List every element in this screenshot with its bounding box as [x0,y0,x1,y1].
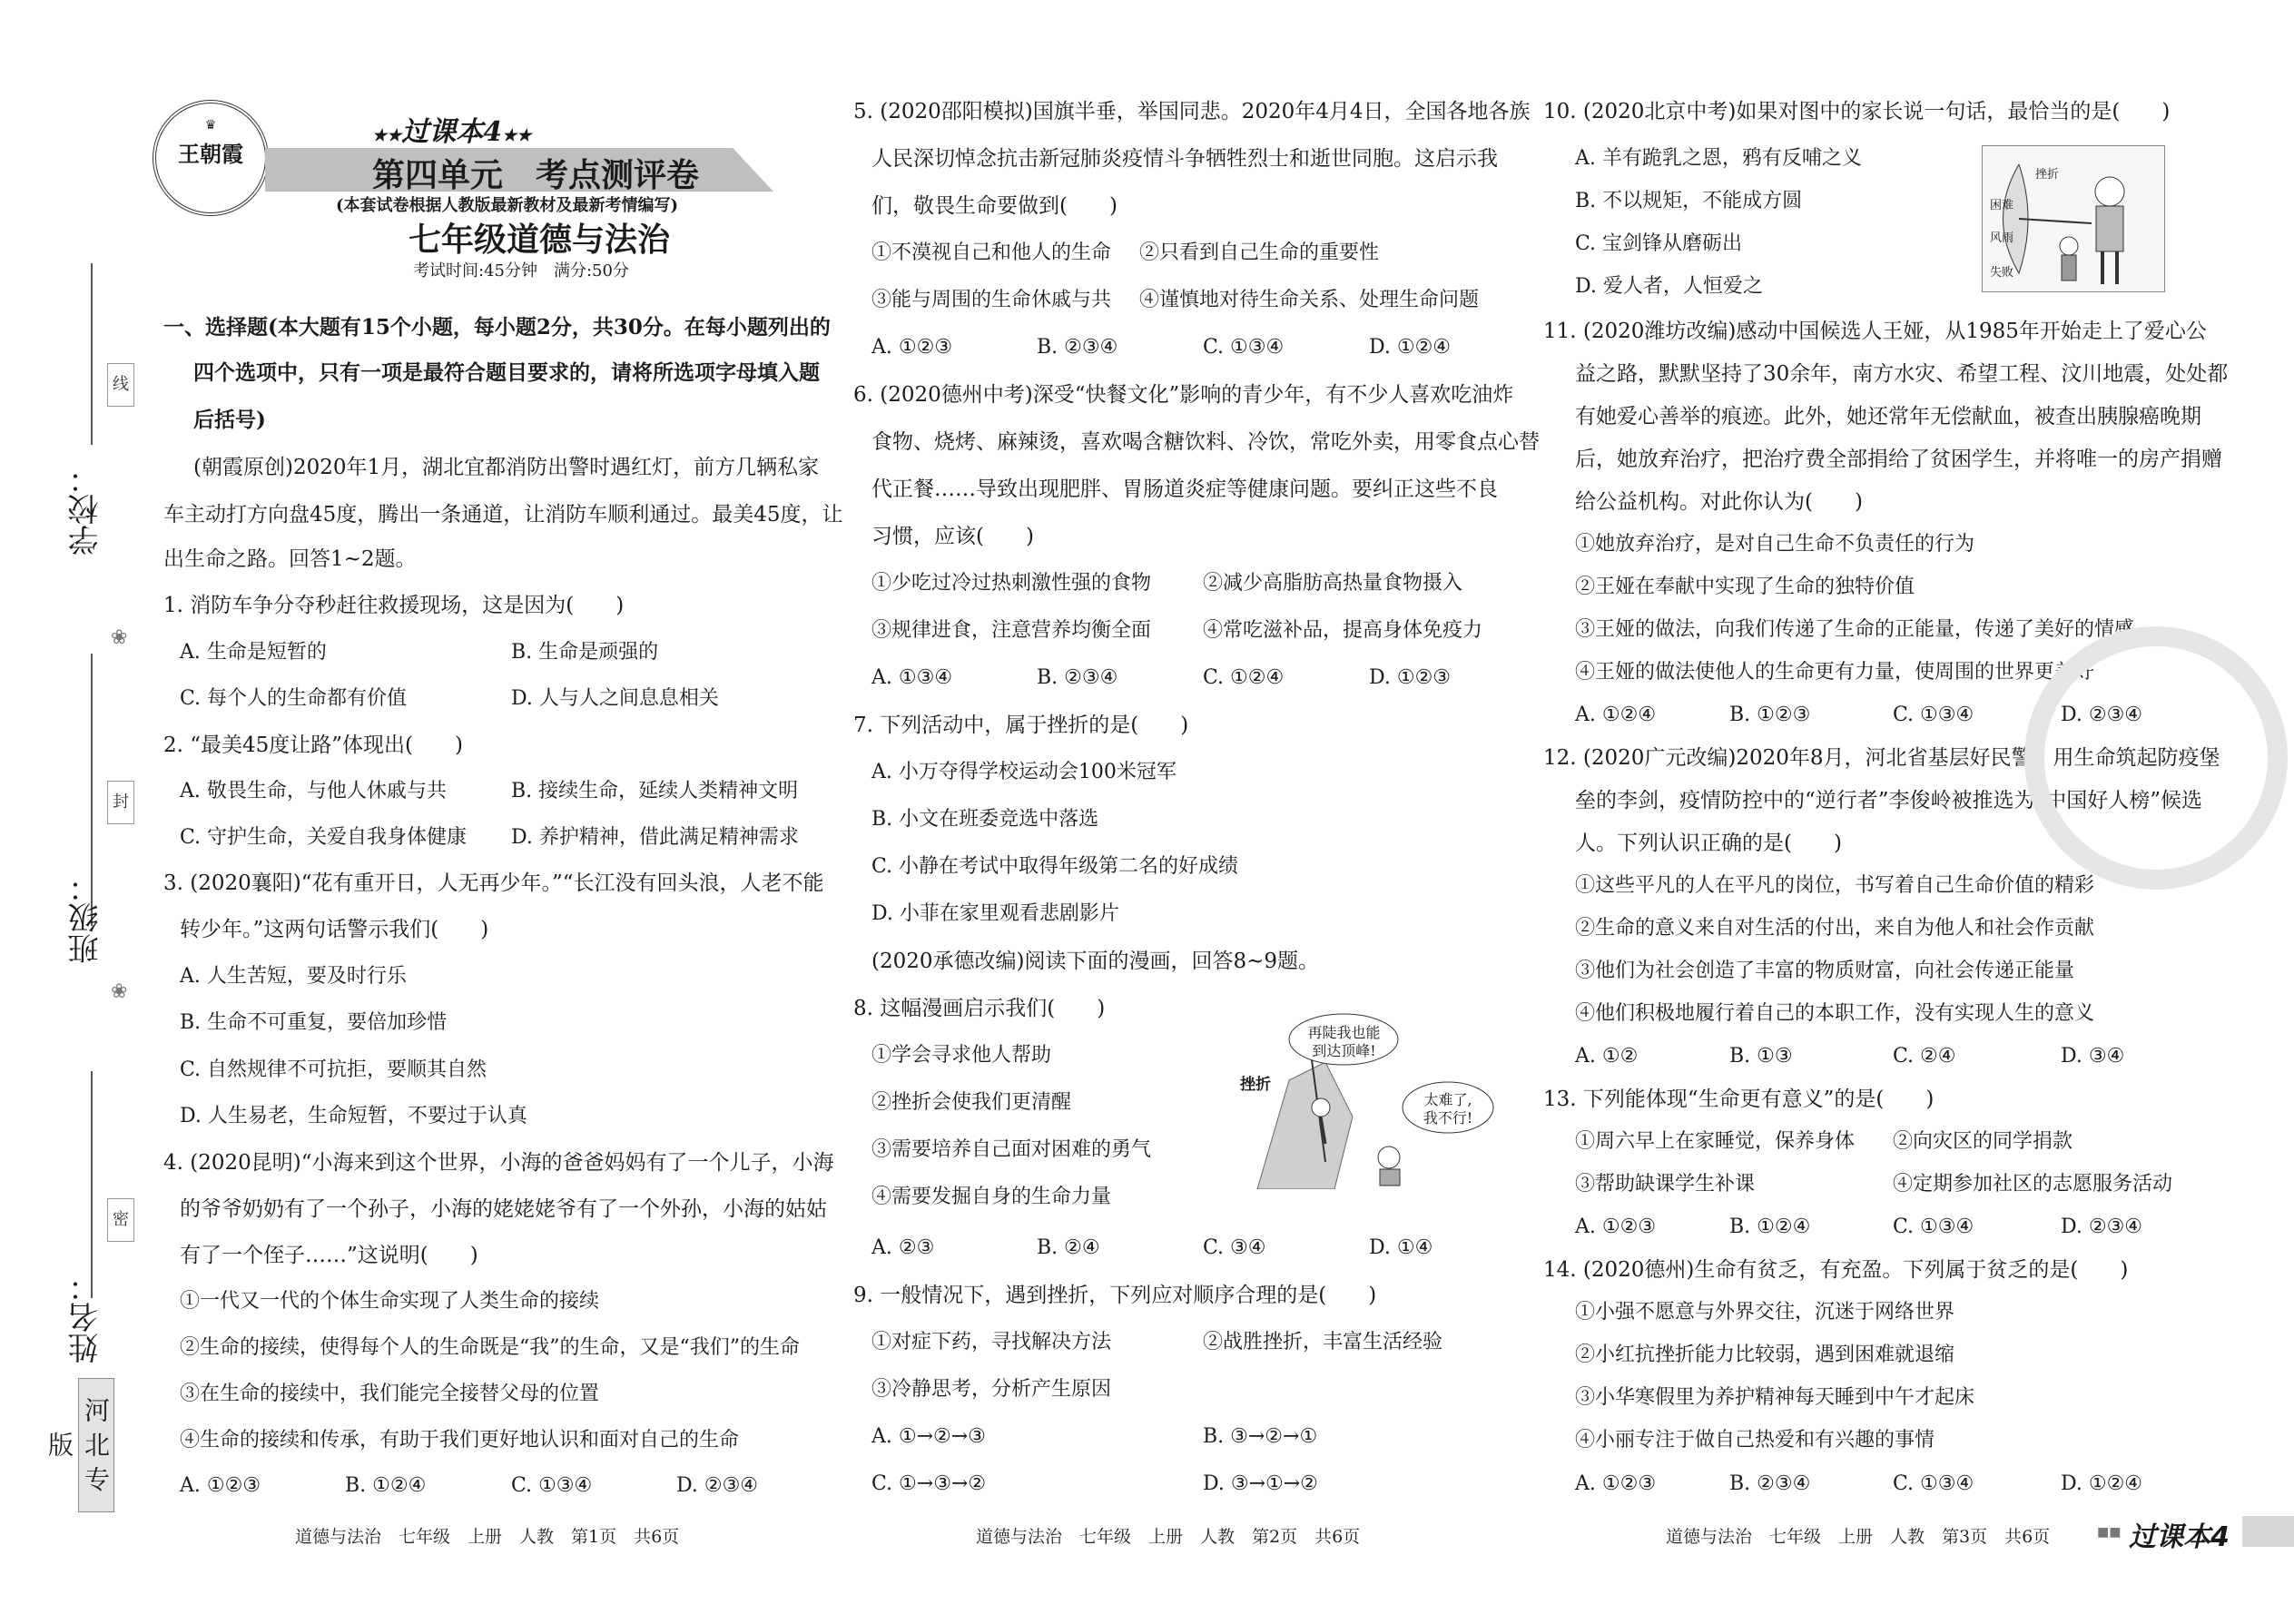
option-2c[interactable]: C. 守护生命，关爱自我身体健康 [180,826,468,849]
umbrella-label: 风雨 [1990,231,2014,245]
question-8: 8. 这幅漫画启示我们( ) [853,997,1106,1020]
question-4: 4. (2020昆明)“小海来到这个世界，小海的爸爸妈妈有了一个儿子，小海 [163,1151,834,1175]
option-8b[interactable]: B. ②④ [1037,1236,1100,1259]
umbrella-image [1982,145,2165,292]
umbrella-label: 挫折 [2035,168,2060,182]
intro-text: (2020承德改编)阅读下面的漫画，回答8~9题。 [871,950,1320,973]
statement: ④需要发掘自身的生命力量 [871,1186,1112,1208]
seal-line-mark: 线 [107,363,134,407]
statement: ①一代又一代的个体生命实现了人类生命的接续 [180,1290,600,1313]
question-12: 12. (2020广元改编)2020年8月，河北省基层好民警，用生命筑起防疫堡 [1543,746,2220,770]
option-13c[interactable]: C. ①③④ [1893,1216,1974,1238]
option-12a[interactable]: A. ①② [1575,1045,1639,1068]
question-6: 食物、烧烤、麻辣烫，喜欢喝含糖饮料、冷饮，常吃外卖，用零食点心替 [871,430,1540,454]
statement: ②只看到自己生命的重要性 [1139,241,1380,264]
statement: ④生命的接续和传承，有助于我们更好地认识和面对自己的生命 [180,1429,740,1452]
option-7a[interactable]: A. 小万夺得学校运动会100米冠军 [871,761,1177,783]
option-4d[interactable]: D. ②③④ [676,1474,759,1497]
statement: ④谨慎地对待生命关系、处理生命问题 [1139,289,1480,311]
subject-title: 七年级道德与法治 [409,221,671,259]
question-4: 有了一个侄子……”这说明( ) [180,1244,478,1267]
question-9: 9. 一般情况下，遇到挫折，下列应对顺序合理的是( ) [853,1284,1377,1307]
option-11d[interactable]: D. ②③④ [2061,704,2143,726]
question-4: 的爷爷奶奶有了一个孙子，小海的姥姥姥爷有了一个外孙，小海的姑姑 [180,1197,827,1221]
speech-bubble-2: 太难了, 我不行! [1423,1091,1473,1127]
province-badge: 河北专版 [78,1378,114,1512]
section-heading: 一、选择题(本大题有15个小题，每小题2分，共30分。在每小题列出的 [163,315,831,340]
option-1a[interactable]: A. 生命是短暂的 [180,641,327,664]
section-heading: 四个选项中，只有一项是最符合题目要求的，请将所选项字母填入题 [193,360,820,385]
series-badge: 过课本4 [2129,1521,2230,1553]
page-footer: 道德与法治 七年级 上册 人教 第1页 共6页 [295,1527,680,1547]
statement: ④定期参加社区的志愿服务活动 [1893,1173,2173,1196]
intro-text: 出生命之路。回答1~2题。 [163,547,417,571]
option-14d[interactable]: D. ①②④ [2061,1472,2143,1495]
option-14b[interactable]: B. ②③④ [1729,1472,1811,1495]
question-5: 5. (2020邵阳模拟)国旗半垂，举国同悲。2020年4月4日，全国各地各族 [853,100,1531,123]
statement: ③冷静思考，分析产生原因 [871,1378,1112,1401]
question-3: 转少年。”这两句话警示我们( ) [180,918,489,941]
cartoon-image [1240,1008,1498,1189]
statement: ②战胜挫折，丰富生活经验 [1203,1331,1443,1353]
option-10a[interactable]: A. 羊有跪乳之恩，鸦有反哺之义 [1575,147,1862,170]
flower-icon: ❀ [111,980,128,1003]
option-4a[interactable]: A. ①②③ [180,1474,261,1497]
binding-line [91,263,93,445]
option-14c[interactable]: C. ①③④ [1893,1472,1974,1495]
intro-text: 车主动打方向盘45度，腾出一条通道，让消防车顺利通过。最美45度，让 [163,503,843,527]
option-4c[interactable]: C. ①③④ [511,1474,593,1497]
option-12d[interactable]: D. ③④ [2061,1045,2125,1068]
statement: ④小丽专注于做自己热爱和有兴趣的事情 [1575,1429,1935,1452]
statement: ②生命的意义来自对生活的付出，来自为他人和社会作贡献 [1575,917,2095,940]
statement: ③帮助缺课学生补课 [1575,1173,1756,1196]
option-8d[interactable]: D. ①④ [1369,1236,1433,1259]
page-title: 第四单元 考点测评卷 [372,156,700,194]
option-11a[interactable]: A. ①②④ [1575,704,1657,726]
option-12b[interactable]: B. ①③ [1729,1045,1793,1068]
flower-icon: ❀ [111,626,128,649]
statement: ④他们积极地履行着自己的本职工作，没有实现人生的意义 [1575,1002,2095,1025]
question-5: 人民深切悼念抗击新冠肺炎疫情斗争牺牲烈士和逝世同胞。这启示我 [871,147,1498,171]
option-5b[interactable]: B. ②③④ [1037,336,1118,359]
option-8a[interactable]: A. ②③ [871,1236,935,1259]
statement: ③规律进食，注意营养均衡全面 [871,619,1152,642]
option-5a[interactable]: A. ①②③ [871,336,953,359]
statement: ①这些平凡的人在平凡的岗位，书写着自己生命价值的精彩 [1575,874,2095,897]
umbrella-label: 失败 [1990,266,2014,280]
option-4b[interactable]: B. ①②④ [345,1474,427,1497]
question-12: 垒的李剑，疫情防控中的“逆行者”李俊岭被推选为“中国好人榜”候选 [1575,789,2203,812]
question-12: 人。下列认识正确的是( ) [1575,832,1842,855]
option-13a[interactable]: A. ①②③ [1575,1216,1657,1238]
option-7c[interactable]: C. 小静在考试中取得年级第二名的好成绩 [871,855,1239,878]
option-3c[interactable]: C. 自然规律不可抗拒，要顺其自然 [180,1058,487,1081]
option-9d[interactable]: D. ③→①→② [1203,1472,1318,1495]
option-1d[interactable]: D. 人与人之间息息相关 [511,687,719,710]
option-10c[interactable]: C. 宝剑锋从磨砺出 [1575,232,1743,255]
statement: ②减少高脂肪高热量食物摄入 [1203,572,1463,595]
page-footer: 道德与法治 七年级 上册 人教 第3页 共6页 [1666,1527,2051,1547]
statement: ①小强不愿意与外界交往，沉迷于网络世界 [1575,1301,1955,1324]
option-11b[interactable]: B. ①②③ [1729,704,1811,726]
question-2: 2. “最美45度让路”体现出( ) [163,733,463,757]
question-5: 们，敬畏生命要做到( ) [871,194,1117,218]
question-6: 6. (2020德州中考)深受“快餐文化”影响的青少年，有不少人喜欢吃油炸 [853,383,1514,407]
option-9b[interactable]: B. ③→②→① [1203,1425,1318,1448]
statement: ①她放弃治疗，是对自己生命不负责任的行为 [1575,533,1975,556]
statement: ②王娅在奉献中实现了生命的独特价值 [1575,576,1915,598]
statement: ①不漠视自己和他人的生命 [871,241,1112,264]
exam-info: 考试时间:45分钟 满分:50分 [413,261,629,281]
option-8c[interactable]: C. ③④ [1203,1236,1266,1259]
question-3: 3. (2020襄阳)“花有重开日，人无再少年。”“长江没有回头浪，人老不能 [163,871,824,895]
question-11: 11. (2020潍坊改编)感动中国候选人王娅，从1985年开始走上了爱心公 [1543,320,2207,343]
statement: ②挫折会使我们更清醒 [871,1091,1072,1114]
statement: ①学会寻求他人帮助 [871,1044,1052,1067]
statement: ②生命的接续，使得每个人的生命既是“我”的生命，又是“我们”的生命 [180,1336,800,1359]
option-3a[interactable]: A. 人生苦短，要及时行乐 [180,965,407,988]
watermark-seal-icon [2024,626,2288,890]
seal-feng-mark: 封 [107,781,134,824]
square-decor-icon: ■■ [2097,1525,2122,1540]
section-heading: 后括号) [193,408,266,432]
option-9a[interactable]: A. ①→②→③ [871,1425,986,1448]
brand-name: 王朝霞 [178,141,243,167]
option-5d[interactable]: D. ①②④ [1369,336,1452,359]
school-label: 学校： [68,463,104,556]
page-footer: 道德与法治 七年级 上册 人教 第2页 共6页 [976,1527,1361,1547]
question-10: 10. (2020北京中考)如果对图中的家长说一句话，最恰当的是( ) [1543,100,2171,123]
statement: ④常吃滋补品，提高身体免疫力 [1203,619,1483,642]
series-title: ★★过课本4★★ [372,116,532,148]
binding-line [91,1071,93,1298]
question-7: 7. 下列活动中，属于挫折的是( ) [853,714,1189,737]
option-10d[interactable]: D. 爱人者，人恒爱之 [1575,275,1763,298]
corner-bar [2242,1516,2294,1547]
statement: ③王娅的做法，向我们传递了生命的正能量，传递了美好的情感 [1575,618,2135,641]
umbrella-label: 困难 [1990,199,2014,212]
option-11c[interactable]: C. ①③④ [1893,704,1974,726]
statement: ③小华寒假里为养护精神每天睡到中午才起床 [1575,1386,1975,1409]
question-11: 有她爱心善举的痕迹。此外，她还常年无偿献血，被查出胰腺癌晚期 [1575,405,2201,428]
question-11: 给公益机构。对此你认为( ) [1575,490,1863,514]
option-6c[interactable]: C. ①②④ [1203,666,1285,689]
option-3b[interactable]: B. 生命不可重复，要倍加珍惜 [180,1011,448,1034]
option-6b[interactable]: B. ②③④ [1037,666,1118,689]
option-2b[interactable]: B. 接续生命，延续人类精神文明 [511,780,799,802]
seal-mi-mark: 密 [107,1198,134,1242]
option-6a[interactable]: A. ①③④ [871,666,953,689]
option-12c[interactable]: C. ②④ [1893,1045,1956,1068]
page-subtitle: (本套试卷根据人教版最新教材及最新考情编写) [336,196,679,215]
intro-text: (朝霞原创)2020年1月，湖北宜都消防出警时遇红灯，前方几辆私家 [193,456,820,479]
name-label: 姓名： [68,1271,104,1363]
brand-logo [153,100,269,216]
crown-icon: ♛ [204,118,217,133]
statement: ①少吃过冷过热刺激性强的食物 [871,572,1152,595]
option-3d[interactable]: D. 人生易老，生命短暂，不要过于认真 [180,1105,527,1127]
option-1c[interactable]: C. 每个人的生命都有价值 [180,687,408,710]
statement: ③能与周围的生命休戚与共 [871,289,1112,311]
statement: ③需要培养自己面对困难的勇气 [871,1138,1152,1161]
option-13b[interactable]: B. ①②④ [1729,1216,1811,1238]
question-1: 1. 消防车争分夺秒赶往救援现场，这是因为( ) [163,594,625,617]
statement: ③他们为社会创造了丰富的物质财富，向社会传递正能量 [1575,960,2075,982]
option-7d[interactable]: D. 小菲在家里观看悲剧影片 [871,902,1119,925]
question-13: 13. 下列能体现“生命更有意义”的是( ) [1543,1088,1935,1111]
statement: ④王娅的做法使他人的生命更有力量，使周围的世界更美好 [1575,661,2095,684]
statement: ②向灾区的同学捐款 [1893,1130,2073,1153]
option-14a[interactable]: A. ①②③ [1575,1472,1657,1495]
option-13d[interactable]: D. ②③④ [2061,1216,2143,1238]
statement: ①对症下药，寻找解决方法 [871,1331,1112,1353]
option-6d[interactable]: D. ①②③ [1369,666,1452,689]
option-10b[interactable]: B. 不以规矩，不能成方圆 [1575,190,1803,212]
statement: ①周六早上在家睡觉，保养身体 [1575,1130,1856,1153]
option-5c[interactable]: C. ①③④ [1203,336,1285,359]
question-6: 习惯，应该( ) [871,525,1034,548]
statement: ③在生命的接续中，我们能完全接替父母的位置 [180,1383,600,1405]
question-6: 代正餐……导致出现肥胖、胃肠道炎症等健康问题。要纠正这些不良 [871,477,1498,501]
question-14: 14. (2020德州)生命有贫乏，有充盈。下列属于贫乏的是( ) [1543,1258,2129,1282]
option-7b[interactable]: B. 小文在班委竞选中落选 [871,808,1099,831]
statement: ②小红抗挫折能力比较弱，遇到困难就退缩 [1575,1343,1955,1366]
question-11: 后，她放弃治疗，把治疗费全部捐给了贫困学生，并将唯一的房产捐赠 [1575,448,2222,471]
speech-bubble-1: 再陡我也能 到达顶峰! [1307,1024,1381,1059]
option-9c[interactable]: C. ①→③→② [871,1472,987,1495]
question-11: 益之路，默默坚持了30余年，南方水灾、希望工程、汶川地震，处处都 [1575,362,2229,386]
class-label: 班级： [68,871,104,964]
option-2a[interactable]: A. 敬畏生命，与他人休戚与共 [180,780,447,802]
cartoon-label: 挫折 [1240,1076,1271,1094]
option-2d[interactable]: D. 养护精神，借此满足精神需求 [511,826,799,849]
option-1b[interactable]: B. 生命是顽强的 [511,641,659,664]
